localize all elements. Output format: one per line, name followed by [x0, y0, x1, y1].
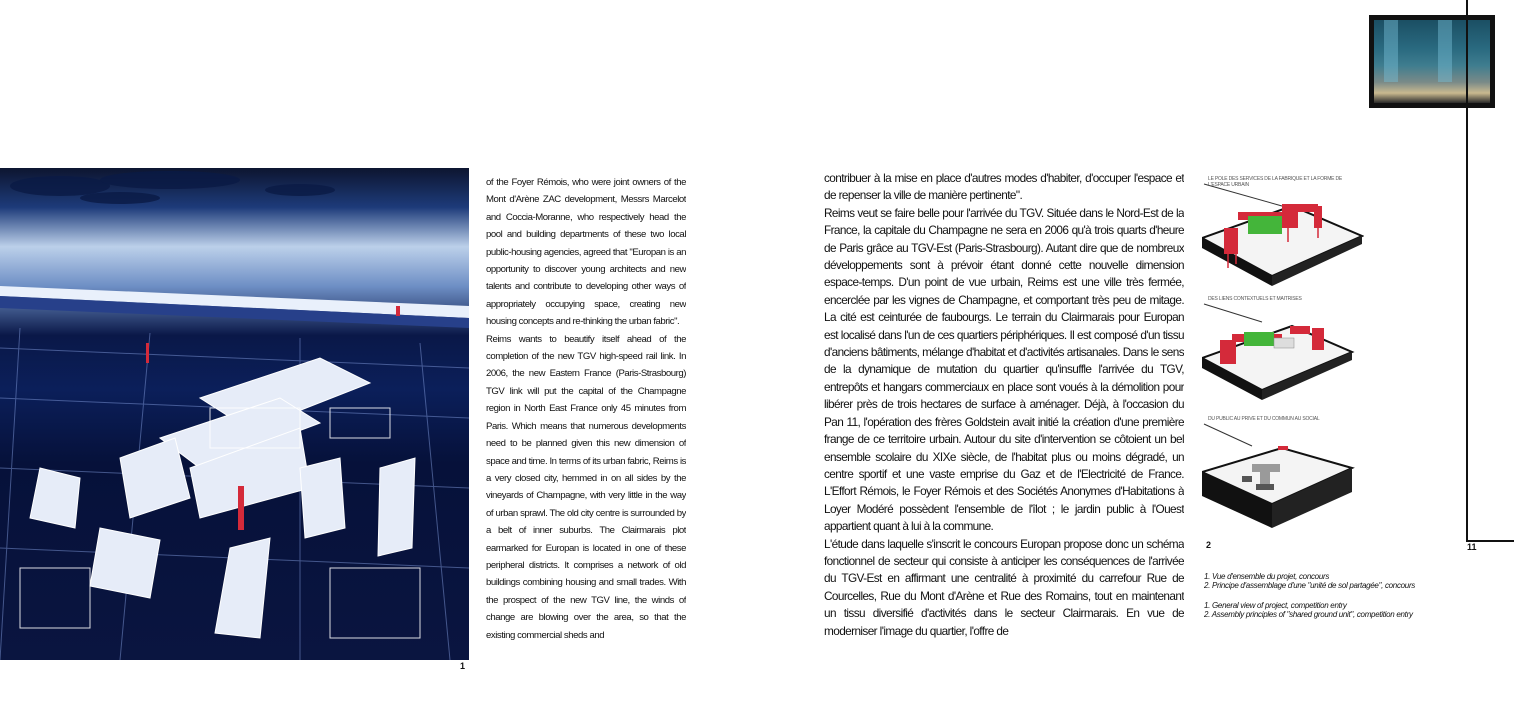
caption-fr-1: 1. Vue d'ensemble du projet, concours: [1204, 572, 1330, 581]
diagram-caption: DES LIENS CONTEXTUELS ET MAITRISES: [1208, 296, 1302, 302]
english-text-column: [486, 174, 686, 660]
caption-en-1: 1. General view of project, competition entry: [1204, 600, 1347, 610]
section-thumbnail-image: [1369, 15, 1495, 108]
figure-captions: [1204, 572, 1456, 620]
diagram-caption: DU PUBLIC AU PRIVE ET DU COMMUN AU SOCIAL: [1208, 416, 1320, 422]
aerial-project-photo: [0, 168, 469, 660]
figure-number-2: 2: [1206, 540, 1212, 550]
caption-fr-2: 2. Principe d'assemblage d'une "unité de sol partagée", concours: [1204, 581, 1416, 591]
french-paragraph: L'étude dans laquelle s'inscrit le concours Europan propose donc un schéma fonctionnel de secteur qui consiste à anticiper les conséquences de l'arrivée du TGV-Est en affirmant une centralité à proximité du carrefour Rue de Courcelles, Rue du Mont d'Arène et Rue des Romains, tout en maintenant un tissu diversifié d'activités dans le secteur Clairmarais. En vue de moderniser l'image du quartier, l'offre de: [824, 536, 1184, 638]
assembly-diagram-2: [1202, 296, 1364, 414]
english-paragraph: of the Foyer Rémois, who were joint owners of the Mont d'Arène ZAC development, Messrs Marcelot and Coccia-Moranne, who respectively head the pool and building departments of these two local public-housing agencies, agreed that "Europan is an opportunity to discover young architects and new talents and contribute to developing other ways of appropriately occupying space, creating new housing concepts and re-thinking the urban fabric".: [486, 177, 686, 328]
french-paragraph: contribuer à la mise en place d'autres modes d'habiter, d'occuper l'espace et de repenser la ville de manière pertinente".: [824, 171, 1184, 203]
assembly-diagram-1: [1202, 176, 1364, 294]
page-number: 11: [1467, 542, 1477, 552]
diagram-caption: LE POLE DES SERVICES DE LA FABRIQUE ET LA FORME DE L'ESPACE URBAIN: [1208, 176, 1343, 188]
french-paragraph: Reims veut se faire belle pour l'arrivée du TGV. Située dans le Nord-Est de la France, la capitale du Champagne ne sera en 2006 qu'à trois quarts d'heure de Paris grâce au TGV-Est (Paris-Strasbourg). Autant dire que de nombreux développements sont à prévoir étant donné cette nouvelle dimension espace-temps. D'un point de vue urbain, Reims est une ville très fermée, encerclée par les vignes de Champagne, et comportant très peu de mitage. La cité est ceinturée de faubourgs. Le terrain du Clairmarais pour Europan est localisé dans l'un de ces quartiers périphériques. Il est composé d'un tissu d'anciens bâtiments, mélange d'habitat et d'activités artisanales. Dans le sens de la dynamique de mutation du quartier qu'insuffle l'arrivée du TGV, entrepôts et hangars commerciaux en place sont voués à la démolition pour libérer près de trois hectares de surface à aménager. Déjà, à l'occasion du Pan 11, l'opération des frères Goldstein avait initié la création d'une première frange de ce territoire urbain. Autour du site d'intervention se côtoient un bel ensemble scolaire du XIXe siècle, de l'habitat plus ou moins dégradé, un centre sportif et une vaste emprise du Gaz et de l'Electricité de France. L'Effort Rémois, le Foyer Rémois et des Sociétés Anonymes d'Habitations à Loyer Modéré possèdent l'ensemble de l'îlot ; le jardin public à l'Ouest appartient quant à lui à la commune.: [824, 205, 1184, 534]
french-text-column: [824, 170, 1184, 662]
caption-en-2: 2. Assembly principles of "shared ground unit", competition entry: [1204, 610, 1413, 620]
assembly-diagram-3: [1202, 416, 1364, 534]
english-paragraph: Reims wants to beautify itself ahead of the completion of the new TGV high-speed rail link. In 2006, the new Eastern France (Paris-Strasbourg) TGV link will put the capital of the Champagne region in North East France only 45 minutes from Paris. Which means that numerous developments need to be planned given this new dimension of space and time. In terms of its urban fabric, Reims is a very closed city, hemmed in on all sides by the vineyards of Champagne, with very little in the way of urban sprawl. The old city centre is surrounded by a belt of inner suburbs. The Clairmarais plot earmarked for Europan is located in one of these peripheral districts. It comprises a network of old buildings combining housing and small trades. With the prospect of the new TGV line, the winds of change are blowing over the area, so that the existing commercial sheds and: [486, 333, 686, 641]
figure-number-1: 1: [460, 661, 466, 671]
margin-rule-vertical: [1466, 0, 1468, 542]
